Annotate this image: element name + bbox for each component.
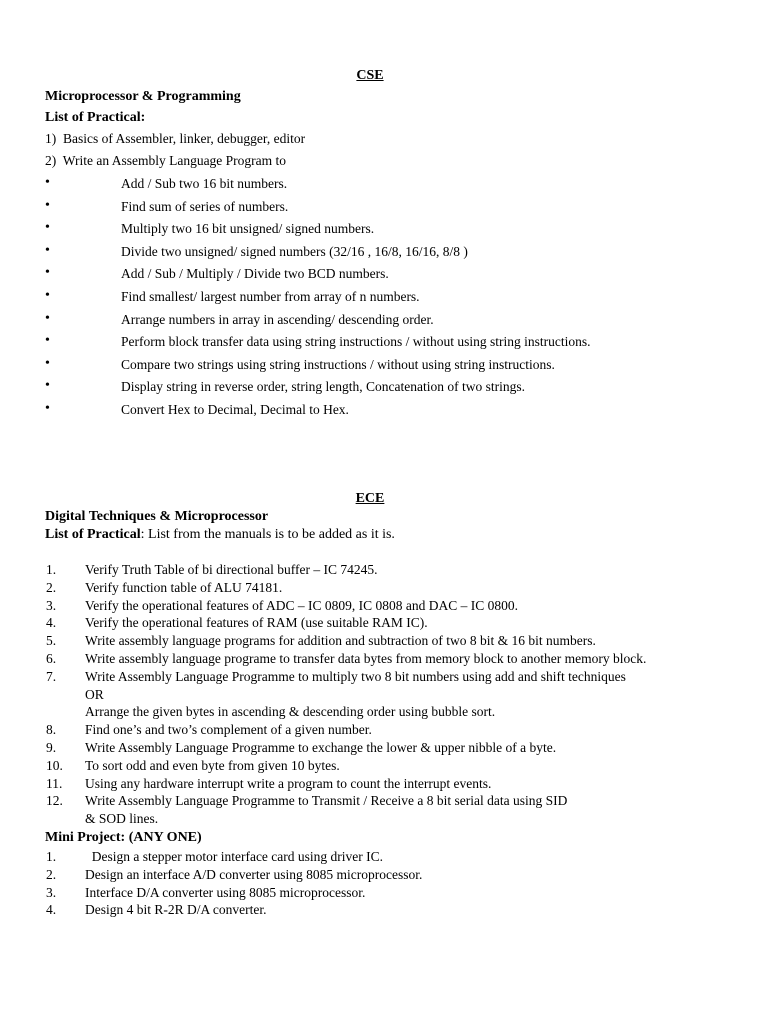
item-number: 6. (46, 651, 57, 666)
item-number: 1. (46, 849, 57, 864)
item-number: 10. (46, 758, 63, 773)
item-number: 12. (46, 793, 63, 808)
mini-project-item-text: Design 4 bit R-2R D/A converter. (85, 902, 267, 917)
practical-item-text: Verify the operational features of ADC – IC 0809, IC 0808 and DAC – IC 0800. (85, 598, 519, 613)
item-number: 1. (46, 562, 57, 577)
item-number: 2. (46, 580, 57, 595)
item-number: 9. (46, 740, 57, 755)
item-number: 8. (46, 722, 57, 737)
practical-item-text: Verify the operational features of RAM (use suitable RAM IC). (85, 615, 428, 630)
cse-numbered-item (45, 131, 305, 147)
practical-item-text: Verify Truth Table of bi directional buffer – IC 74245. (85, 562, 378, 577)
item-text: Write an Assembly Language Program to (62, 153, 287, 168)
bullet-item-text: Display string in reverse order, string length, Concatenation of two strings. (121, 379, 526, 394)
practical-item-text: Verify function table of ALU 74181. (85, 580, 283, 595)
item-number: 11. (46, 776, 63, 791)
bullet-item-text: Add / Sub / Multiply / Divide two BCD numbers. (121, 266, 389, 281)
bullet-item-text: Add / Sub two 16 bit numbers. (121, 176, 288, 191)
bullet-icon: • (45, 333, 50, 348)
bullet-icon: • (45, 378, 50, 393)
item-number: 7. (46, 669, 57, 684)
cse-subject-title: Microprocessor & Programming (45, 89, 241, 104)
ece-list-title: List of Practical (45, 527, 141, 542)
item-number: 4. (46, 902, 57, 917)
item-number: 3. (46, 885, 57, 900)
bullet-icon: • (45, 265, 50, 280)
ece-subject-title: Digital Techniques & Microprocessor (45, 509, 269, 524)
cse-heading: CSE (356, 68, 384, 83)
item-number: 4. (46, 615, 57, 630)
bullet-icon: • (45, 220, 50, 235)
bullet-item-text: Arrange numbers in array in ascending/ descending order. (121, 312, 434, 327)
item-number: 2. (46, 867, 57, 882)
bullet-icon: • (45, 243, 50, 258)
bullet-icon: • (45, 198, 50, 213)
practical-item-text: Write assembly language programs for addition and subtraction of two 8 bit & 16 bit numbers. (85, 633, 596, 648)
practical-item-text: Write Assembly Language Programme to exchange the lower & upper nibble of a byte. (85, 740, 557, 755)
item-number: 3. (46, 598, 57, 613)
bullet-item-text: Divide two unsigned/ signed numbers (32/16 , 16/8, 16/16, 8/8 ) (121, 244, 468, 259)
mini-project-title: Mini Project: (ANY ONE) (45, 830, 202, 845)
bullet-item-text: Find smallest/ largest number from array of n numbers. (121, 289, 420, 304)
mini-project-item-text: Interface D/A converter using 8085 microprocessor. (85, 885, 366, 900)
practical-item-text: Using any hardware interrupt write a program to count the interrupt events. (85, 776, 492, 791)
practical-item-text: To sort odd and even byte from given 10 bytes. (85, 758, 340, 773)
practical-item-text: Write Assembly Language Programme to multiply two 8 bit numbers using add and shift techniques (85, 669, 626, 684)
item-number: 5. (46, 633, 57, 648)
ece-list-note: : List from the manuals is to be added as it is. (140, 527, 395, 542)
bullet-item-text: Perform block transfer data using string instructions / without using string instructions. (121, 334, 591, 349)
cse-list-title: List of Practical: (45, 110, 146, 125)
practical-item-text: Arrange the given bytes in ascending & descending order using bubble sort. (85, 704, 496, 719)
bullet-icon: • (45, 401, 50, 416)
bullet-icon: • (45, 288, 50, 303)
ece-heading: ECE (355, 491, 385, 506)
bullet-icon: • (45, 175, 50, 190)
cse-numbered-item (45, 153, 286, 169)
item-text: Basics of Assembler, linker, debugger, editor (63, 131, 306, 146)
mini-project-item-text: Design an interface A/D converter using 8085 microprocessor. (85, 867, 423, 882)
bullet-item-text: Convert Hex to Decimal, Decimal to Hex. (121, 402, 349, 417)
practical-item-text: OR (85, 687, 104, 702)
bullet-item-text: Find sum of series of numbers. (121, 199, 289, 214)
practical-item-text: Write Assembly Language Programme to Transmit / Receive a 8 bit serial data using SID (85, 793, 568, 808)
bullet-item-text: Compare two strings using string instructions / without using string instructions. (121, 357, 555, 372)
bullet-icon: • (45, 356, 50, 371)
bullet-icon: • (45, 311, 50, 326)
practical-item-text: & SOD lines. (85, 811, 159, 826)
mini-project-item-text: Design a stepper motor interface card using driver IC. (85, 849, 384, 864)
bullet-item-text: Multiply two 16 bit unsigned/ signed numbers. (121, 221, 375, 236)
practical-item-text: Find one’s and two’s complement of a given number. (85, 722, 372, 737)
ece-list-header (45, 527, 395, 543)
practical-item-text: Write assembly language programe to transfer data bytes from memory block to another memory block. (85, 651, 647, 666)
item-number: 1) (45, 131, 57, 146)
item-number: 2) (45, 153, 57, 168)
